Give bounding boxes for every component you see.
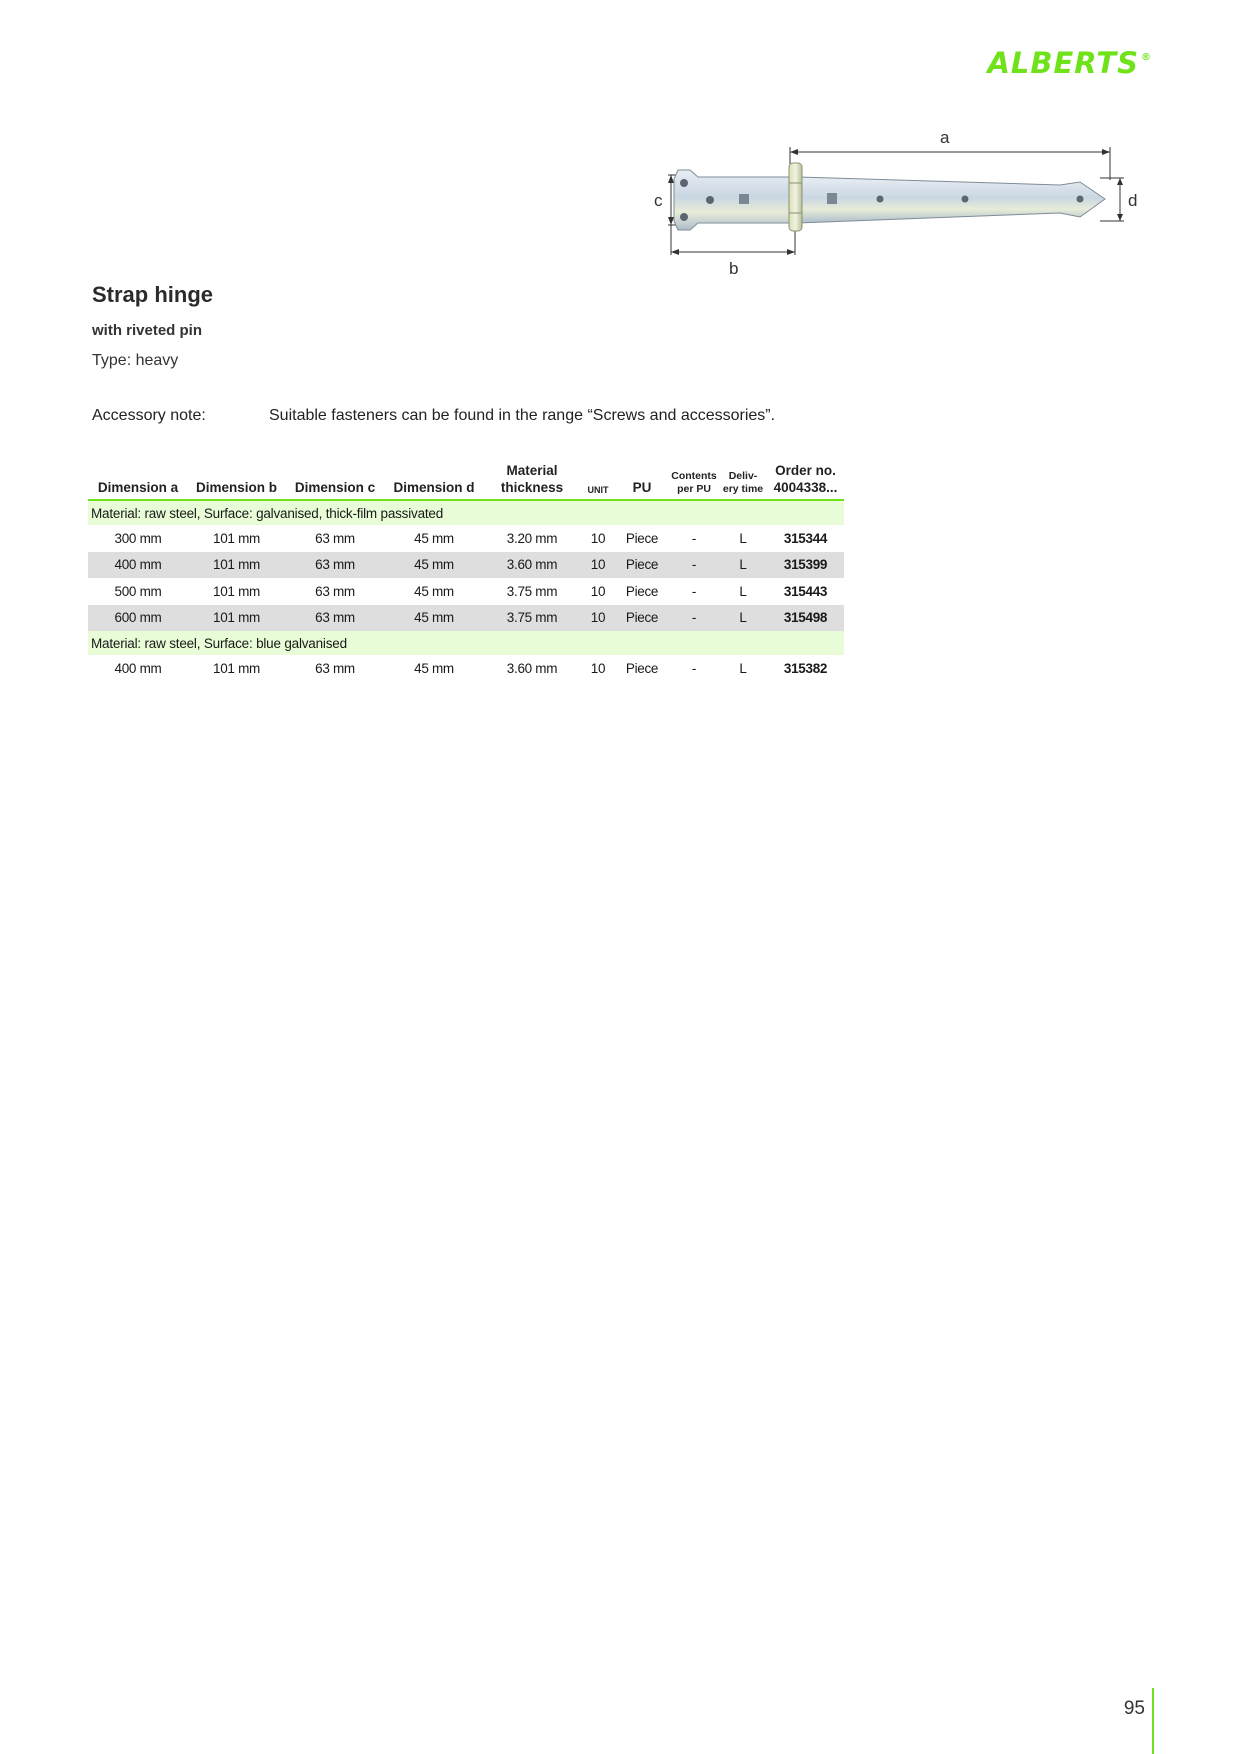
cell-dimension-a: 400 mm xyxy=(88,552,188,579)
cell-order-no: 315382 xyxy=(783,660,828,676)
cell-pu: Piece xyxy=(625,660,659,676)
accessory-note-text: Suitable fasteners can be found in the range “Screws and accessories”. xyxy=(269,407,776,424)
cell-pu: Piece xyxy=(625,583,659,599)
diagram-label-c: c xyxy=(654,191,663,210)
cell-dimension-d: 45 mm xyxy=(414,660,454,676)
header-contents xyxy=(669,462,719,500)
cell-pu: Piece xyxy=(615,605,669,632)
header-thickness-line1: Material xyxy=(506,463,558,478)
cell-thickness: 3.75 mm xyxy=(506,583,558,599)
page-number: 95 xyxy=(1123,1698,1145,1719)
cell-delivery: L xyxy=(739,530,747,546)
cell-dimension-a: 500 mm xyxy=(114,583,162,599)
cell-order-no: 315498 xyxy=(767,605,844,632)
table-row xyxy=(88,525,844,552)
registered-mark: ® xyxy=(1141,52,1152,63)
cell-dimension-c: 63 mm xyxy=(285,605,385,632)
cell-pu: Piece xyxy=(615,552,669,579)
header-dimension-b: Dimension b xyxy=(188,462,285,500)
cell-dimension-a: 400 mm xyxy=(114,660,162,676)
brand-logo xyxy=(987,46,1152,80)
cell-dimension-c: 63 mm xyxy=(315,583,355,599)
cell-dimension-b: 101 mm xyxy=(213,660,260,676)
diagram-label-a: a xyxy=(940,128,950,147)
table-row xyxy=(88,605,844,632)
product-subtitle: with riveted pin xyxy=(92,322,203,339)
header-delivery xyxy=(719,462,767,500)
cell-thickness: 3.60 mm xyxy=(506,660,558,676)
group-label: Material: raw steel, Surface: blue galvanised xyxy=(88,631,844,655)
cell-dimension-d: 45 mm xyxy=(414,583,454,599)
cell-dimension-d: 45 mm xyxy=(385,605,483,632)
header-order-line1: Order no. xyxy=(775,463,836,478)
cell-delivery: L xyxy=(719,552,767,579)
group-label: Material: raw steel, Surface: galvanised, thick-film passivated xyxy=(88,500,844,525)
cell-contents: - xyxy=(669,605,719,632)
cell-dimension-c: 63 mm xyxy=(285,552,385,579)
table-header-row xyxy=(88,462,844,500)
table-group-row xyxy=(88,631,844,655)
header-thickness-line2: thickness xyxy=(500,480,564,495)
cell-dimension-a: 300 mm xyxy=(114,530,162,546)
header-delivery-line2: ery time xyxy=(722,483,764,495)
cell-contents: - xyxy=(669,552,719,579)
cell-contents: - xyxy=(691,530,697,546)
product-title: Strap hinge xyxy=(92,282,214,307)
accessory-note-label: Accessory note: xyxy=(92,407,206,424)
header-order-line2: 4004338... xyxy=(773,480,838,495)
header-delivery-line1: Deliv- xyxy=(728,470,758,482)
cell-unit: 10 xyxy=(590,583,606,599)
hinge-dimension-diagram xyxy=(640,125,1160,285)
cell-delivery: L xyxy=(739,583,747,599)
cell-unit: 10 xyxy=(581,605,615,632)
table-row xyxy=(88,655,844,682)
cell-thickness: 3.20 mm xyxy=(506,530,558,546)
cell-dimension-c: 63 mm xyxy=(315,530,355,546)
brand-name: ALBERTS xyxy=(987,46,1139,80)
cell-pu: Piece xyxy=(625,530,659,546)
cell-unit: 10 xyxy=(581,552,615,579)
table-row xyxy=(88,578,844,605)
cell-dimension-b: 101 mm xyxy=(213,530,260,546)
cell-order-no: 315399 xyxy=(767,552,844,579)
cell-delivery: L xyxy=(739,660,747,676)
cell-thickness: 3.75 mm xyxy=(483,605,581,632)
cell-dimension-a: 600 mm xyxy=(88,605,188,632)
cell-contents: - xyxy=(691,583,697,599)
header-dimension-d: Dimension d xyxy=(385,462,483,500)
accessory-note xyxy=(92,407,776,425)
header-contents-line1: Contents xyxy=(671,470,717,482)
header-contents-line2: per PU xyxy=(677,483,711,495)
header-dimension-a: Dimension a xyxy=(88,462,188,500)
table-row xyxy=(88,552,844,579)
cell-dimension-d: 45 mm xyxy=(414,530,454,546)
cell-unit: 10 xyxy=(590,660,606,676)
cell-order-no: 315443 xyxy=(783,583,828,599)
cell-delivery: L xyxy=(719,605,767,632)
cell-dimension-d: 45 mm xyxy=(385,552,483,579)
header-order-no xyxy=(767,462,844,500)
cell-thickness: 3.60 mm xyxy=(483,552,581,579)
table-group-row xyxy=(88,500,844,525)
header-material-thickness xyxy=(483,462,581,500)
cell-order-no: 315344 xyxy=(783,530,828,546)
header-dimension-c: Dimension c xyxy=(285,462,385,500)
cell-contents: - xyxy=(691,660,697,676)
cell-dimension-b: 101 mm xyxy=(188,605,285,632)
cell-dimension-b: 101 mm xyxy=(188,552,285,579)
product-type: Type: heavy xyxy=(92,352,179,369)
cell-unit: 10 xyxy=(590,530,606,546)
page-accent-bar xyxy=(1152,1688,1154,1754)
cell-dimension-b: 101 mm xyxy=(213,583,260,599)
diagram-label-d: d xyxy=(1128,191,1138,210)
header-unit: UNIT xyxy=(581,462,615,500)
cell-dimension-c: 63 mm xyxy=(315,660,355,676)
spec-table xyxy=(88,462,844,682)
header-pu: PU xyxy=(615,462,669,500)
diagram-label-b: b xyxy=(729,259,739,278)
